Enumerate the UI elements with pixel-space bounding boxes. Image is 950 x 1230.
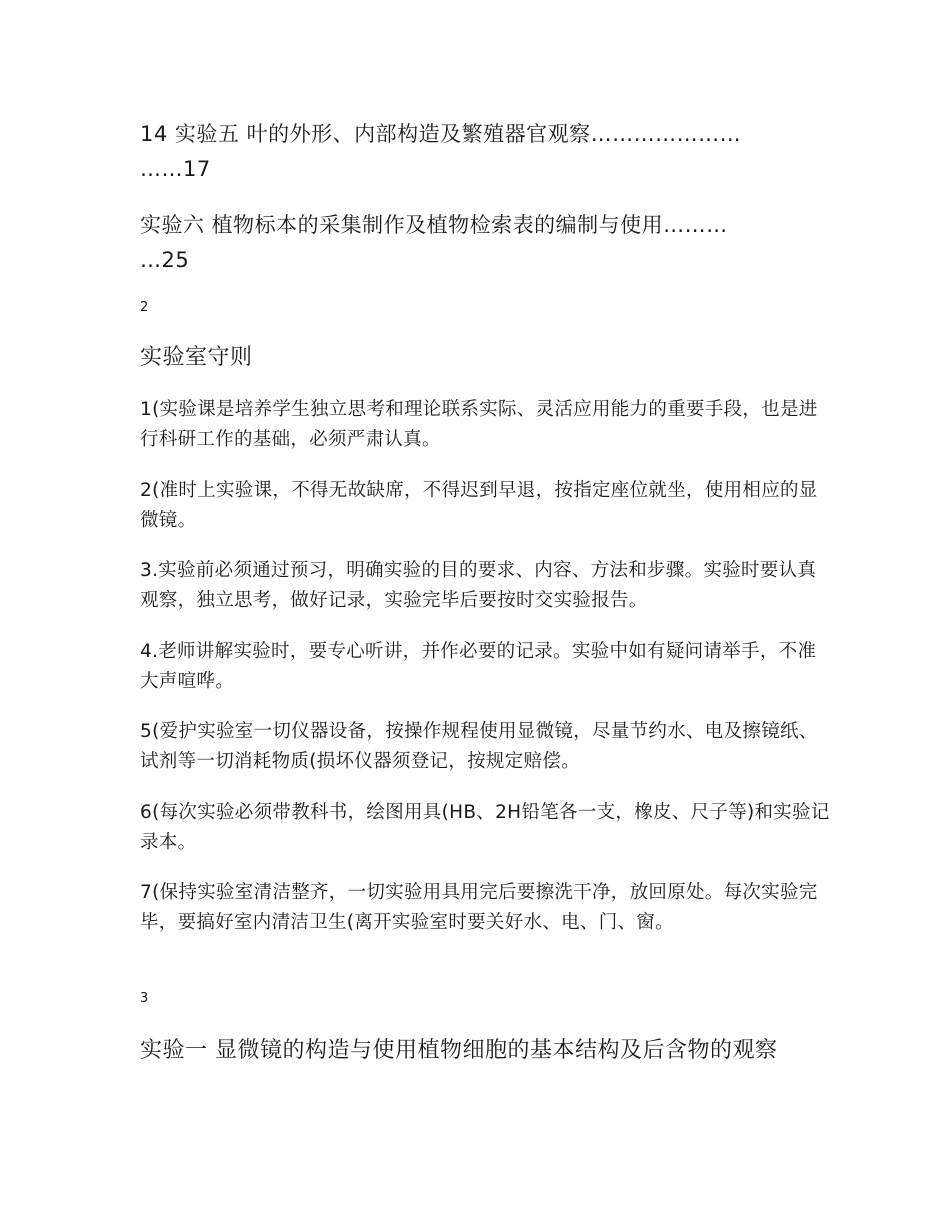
rule-item-5: 5(爱护实验室一切仪器设备，按操作规程使用显微镜，尽量节约水、电及擦镜纸、试剂等一切消耗物质(损坏仪器须登记，按规定赔偿。	[140, 721, 818, 772]
toc-entry-experiment-6	[140, 208, 830, 278]
page-number: 3	[140, 991, 149, 1006]
toc-entry-page: ……17	[140, 157, 211, 181]
toc-entry-page: …25	[140, 248, 190, 272]
rule-item-1: 1(实验课是培养学生独立思考和理论联系实际、灵活应用能力的重要手段，也是进行科研工作的基础，必须严肃认真。	[140, 399, 818, 450]
page-number: 2	[140, 300, 149, 315]
rule-item-3: 3.实验前必须通过预习，明确实验的目的要求、内容、方法和步骤。实验时要认真观察，独立思考，做好记录，实验完毕后要按时交实验报告。	[140, 560, 817, 611]
toc-entry-experiment-5	[140, 117, 830, 187]
toc-entry-text: 实验六 植物标本的采集制作及植物检索表的编制与使用………	[140, 213, 728, 237]
section-title-experiment-1: 实验一 显微镜的构造与使用植物细胞的基本结构及后含物的观察	[140, 1038, 778, 1063]
toc-entry-text: 14 实验五 叶的外形、内部构造及繁殖器官观察…………………	[140, 122, 742, 146]
rule-item-7: 7(保持实验室清洁整齐，一切实验用具用完后要擦洗干净，放回原处。每次实验完毕，要搞好室内清洁卫生(离开实验室时要关好水、电、门、窗。	[140, 882, 818, 933]
section-title-lab-rules: 实验室守则	[140, 345, 253, 370]
rule-item-4: 4.老师讲解实验时，要专心听讲，并作必要的记录。实验中如有疑问请举手，不准大声喧哗。	[140, 641, 817, 692]
rule-item-2: 2(准时上实验课，不得无故缺席，不得迟到早退，按指定座位就坐，使用相应的显微镜。	[140, 480, 818, 531]
rule-item-6: 6(每次实验必须带教科书，绘图用具(HB、2H铅笔各一支，橡皮、尺子等)和实验记录本。	[140, 802, 830, 853]
